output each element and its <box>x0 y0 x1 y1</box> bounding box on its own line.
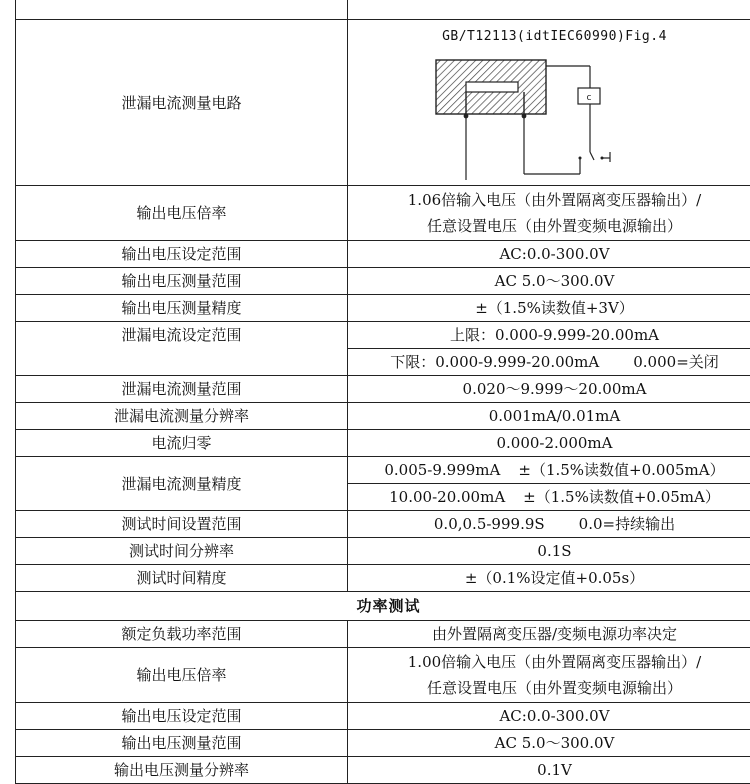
row-value-time-acc: ±（0.1%设定值+0.05s） <box>348 565 750 592</box>
table-row-leak-res <box>16 403 750 430</box>
row-label-time-res: 测试时间分辨率 <box>16 538 348 565</box>
spec-table <box>15 0 750 784</box>
row-value-out-ratio <box>348 186 750 241</box>
lower-off-text: 0.000=关闭 <box>633 353 719 371</box>
row-label-leak-meas: 泄漏电流测量范围 <box>16 376 348 403</box>
row-value-zero: 0.000-2.000mA <box>348 430 750 457</box>
table-row-out-set <box>16 241 750 268</box>
row-label-out-set: 输出电压设定范围 <box>16 241 348 268</box>
row-value-out-set: AC:0.0-300.0V <box>348 241 750 268</box>
table-row-time-set <box>16 511 750 538</box>
row-label-out-meas: 输出电压测量范围 <box>16 268 348 295</box>
time-set-range: 0.0,0.5-999.9S <box>434 515 545 533</box>
row-value-power-load: 由外置隔离变压器/变频电源功率决定 <box>348 621 750 648</box>
section-title-power: 功率测试 <box>16 592 750 621</box>
table-row-power-meas <box>16 730 750 757</box>
table-row-power-res <box>16 757 750 784</box>
row-value-out-acc: ±（1.5%读数值+3V） <box>348 295 750 322</box>
row-value-power-ratio <box>348 648 750 703</box>
table-row-zero <box>16 430 750 457</box>
time-set-continuous: 0.0=持续输出 <box>579 515 675 533</box>
row-label-out-acc: 输出电压测量精度 <box>16 295 348 322</box>
value-line-2: 任意设置电压（由外置变频电源输出） <box>352 675 750 701</box>
circuit-figure-cell <box>348 20 750 186</box>
row-label-power-res: 输出电压测量分辨率 <box>16 757 348 784</box>
value-line-1: 1.06倍输入电压（由外置隔离变压器输出）/ <box>352 187 750 213</box>
row-label-leak-circuit: 泄漏电流测量电路 <box>16 20 348 186</box>
row-value-power-set: AC:0.0-300.0V <box>348 703 750 730</box>
row-label-leak-acc: 泄漏电流测量精度 <box>16 457 348 511</box>
table-row-leak-set <box>16 322 750 349</box>
table-row-leak-meas <box>16 376 750 403</box>
row-label-power-meas: 输出电压测量范围 <box>16 730 348 757</box>
row-label-out-ratio: 输出电压倍率 <box>16 186 348 241</box>
row-value-power-res: 0.1V <box>348 757 750 784</box>
table-row-leak-circuit <box>16 20 750 186</box>
section-header-power <box>16 592 750 621</box>
row-value-time-set <box>348 511 750 538</box>
table-row-time-acc <box>16 565 750 592</box>
row-value-leak-res: 0.001mA/0.01mA <box>348 403 750 430</box>
leak-acc-tol-a: ±（1.5%读数值+0.005mA） <box>518 461 724 479</box>
leak-acc-tol-b: ±（1.5%读数值+0.05mA） <box>523 488 720 506</box>
row-label-leak-set: 泄漏电流设定范围 <box>16 322 348 376</box>
row-label-power-load: 额定负载功率范围 <box>16 621 348 648</box>
row-label-leak-res: 泄漏电流测量分辨率 <box>16 403 348 430</box>
table-row-top-edge <box>16 0 750 20</box>
leak-acc-range-b: 10.00-20.00mA <box>389 488 505 506</box>
value-line-2: 任意设置电压（由外置变频电源输出） <box>352 213 750 239</box>
row-value-leak-acc-b <box>348 484 750 511</box>
value-line-1: 1.00倍输入电压（由外置隔离变压器输出）/ <box>352 649 750 675</box>
row-label-power-ratio: 输出电压倍率 <box>16 648 348 703</box>
figure-caption: GB/T12113(idtIEC60990)Fig.4 <box>348 24 750 50</box>
row-value-leak-meas: 0.020～9.999～20.00mA <box>348 376 750 403</box>
row-label-time-acc: 测试时间精度 <box>16 565 348 592</box>
row-label-time-set: 测试时间设置范围 <box>16 511 348 538</box>
leak-acc-range-a: 0.005-9.999mA <box>384 461 500 479</box>
row-value-leak-upper: 上限：0.000-9.999-20.00mA <box>348 322 750 349</box>
component-c-label: c <box>587 93 592 103</box>
empty-cell <box>348 0 750 20</box>
table-row-power-ratio <box>16 648 750 703</box>
table-row-power-set <box>16 703 750 730</box>
table-row-leak-acc <box>16 457 750 484</box>
table-row-out-meas <box>16 268 750 295</box>
row-label-zero: 电流归零 <box>16 430 348 457</box>
table-row-out-acc <box>16 295 750 322</box>
row-value-leak-lower <box>348 349 750 376</box>
row-value-time-res: 0.1S <box>348 538 750 565</box>
table-row-time-res <box>16 538 750 565</box>
row-label-power-set: 输出电压设定范围 <box>16 703 348 730</box>
table-row-power-load <box>16 621 750 648</box>
table-row-out-ratio <box>16 186 750 241</box>
row-value-power-meas: AC 5.0～300.0V <box>348 730 750 757</box>
lower-range-text: 下限：0.000-9.999-20.00mA <box>390 353 599 371</box>
leakage-circuit-diagram-icon <box>430 56 670 180</box>
row-value-leak-acc-a <box>348 457 750 484</box>
row-value-out-meas: AC 5.0～300.0V <box>348 268 750 295</box>
empty-cell <box>16 0 348 20</box>
